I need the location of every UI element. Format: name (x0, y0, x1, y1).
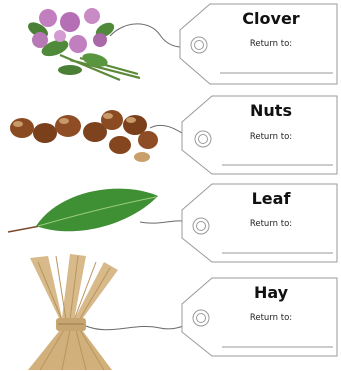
clover-tag (180, 4, 337, 84)
hay-tag-prompt: Return to: (249, 313, 293, 323)
nuts-tag-title: Nuts (250, 101, 292, 120)
leaf-tag-title: Leaf (251, 189, 291, 208)
leaf-image (8, 189, 158, 232)
nuts-tag-prompt: Return to: (249, 132, 293, 142)
leaf-tag-prompt: Return to: (249, 219, 293, 229)
leaf-tag (182, 184, 337, 262)
nuts-image (10, 110, 158, 162)
clover-tag-title: Clover (242, 9, 300, 28)
leaf-row (8, 184, 337, 262)
hay-tag (182, 278, 337, 356)
nuts-tag (182, 96, 337, 174)
clover-image (25, 8, 140, 80)
nuts-row (10, 96, 337, 174)
clover-tag-prompt: Return to: (249, 39, 293, 49)
hay-row (28, 254, 337, 370)
clover-row (25, 4, 337, 84)
hay-image (28, 254, 118, 370)
hay-tag-title: Hay (253, 283, 289, 302)
